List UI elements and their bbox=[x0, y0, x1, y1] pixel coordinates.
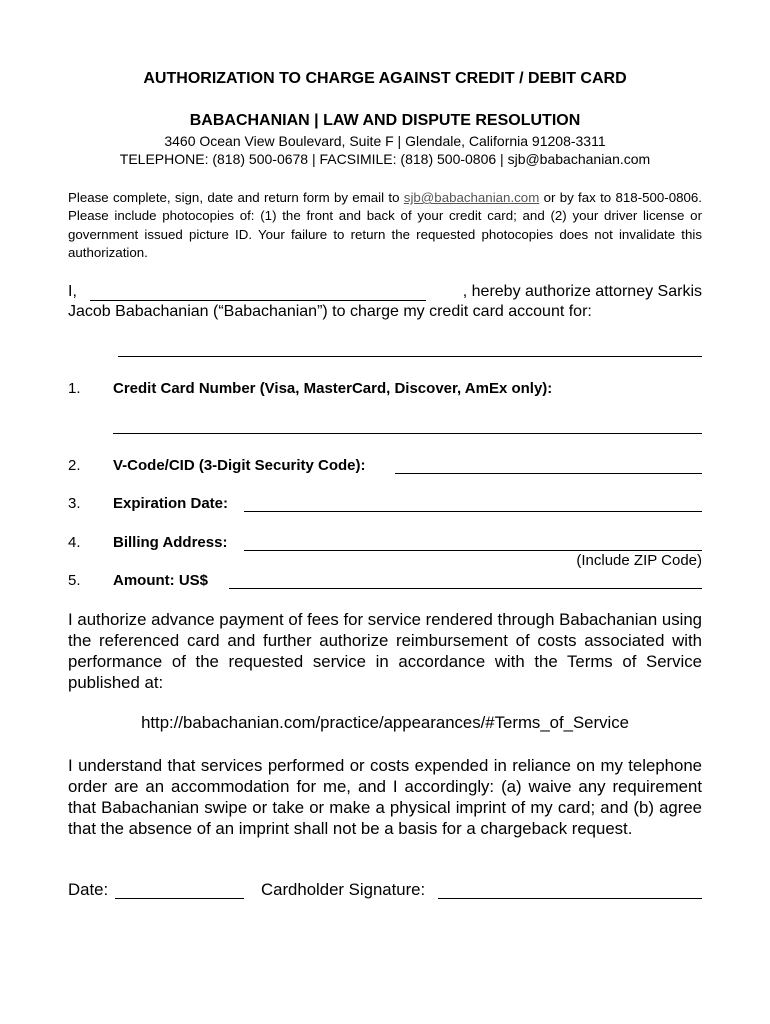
billing-address-label: Billing Address: bbox=[113, 534, 228, 551]
name-field-line[interactable] bbox=[90, 300, 426, 301]
date-label: Date: bbox=[68, 880, 109, 899]
form-title: AUTHORIZATION TO CHARGE AGAINST CREDIT / DEBIT CARD bbox=[143, 70, 627, 87]
amount-line[interactable] bbox=[229, 588, 702, 589]
instructions-text-start: Please complete, sign, date and return form by email to bbox=[68, 190, 404, 205]
field-number-5: 5. bbox=[68, 572, 81, 589]
field-number-3: 3. bbox=[68, 495, 81, 512]
security-code-label: V-Code/CID (3-Digit Security Code): bbox=[113, 457, 366, 474]
auth-prefix: I, bbox=[68, 283, 77, 300]
advance-payment-paragraph: I authorize advance payment of fees for service rendered through Babachanian using the referenced card and further authorize reimbursement of costs associated with performance of the requested service in accordance with the Terms of Service published at: bbox=[68, 610, 702, 692]
auth-line-2: Jacob Babachanian (“Babachanian”) to charge my credit card account for: bbox=[68, 303, 592, 320]
firm-name: BABACHANIAN | LAW AND DISPUTE RESOLUTION bbox=[189, 112, 581, 129]
firm-address: 3460 Ocean View Boulevard, Suite F | Glendale, California 91208-3311 bbox=[164, 133, 606, 149]
instructions-text-end: or by fax to 818-500-0806. Please include photocopies of: (1) the front and back of your credit card; and (2) your driver license or government issued picture ID. Your failure to return the requested photocopies does not invalidate this authorization. bbox=[68, 190, 703, 260]
zip-code-note: (Include ZIP Code) bbox=[576, 552, 702, 569]
expiration-date-label: Expiration Date: bbox=[113, 495, 229, 512]
expiration-date-line[interactable] bbox=[244, 511, 702, 512]
signature-label: Cardholder Signature: bbox=[261, 880, 426, 899]
signature-line[interactable] bbox=[438, 898, 702, 899]
field-number-2: 2. bbox=[68, 457, 81, 474]
charge-description-line[interactable] bbox=[118, 356, 702, 357]
firm-contact: TELEPHONE: (818) 500-0678 | FACSIMILE: (818) 500-0806 | sjb@babachanian.com bbox=[119, 151, 651, 167]
amount-label: Amount: US$ bbox=[113, 572, 208, 589]
terms-url: http://babachanian.com/practice/appearances/#Terms_of_Service bbox=[141, 713, 629, 732]
billing-address-line[interactable] bbox=[244, 550, 702, 551]
instructions-paragraph bbox=[68, 189, 702, 262]
card-number-line[interactable] bbox=[113, 433, 702, 434]
field-number-4: 4. bbox=[68, 534, 81, 551]
card-number-label: Credit Card Number (Visa, MasterCard, Discover, AmEx only): bbox=[113, 380, 553, 397]
email-link[interactable]: sjb@babachanian.com bbox=[403, 190, 540, 205]
field-number-1: 1. bbox=[68, 380, 81, 397]
date-line[interactable] bbox=[115, 898, 244, 899]
security-code-line[interactable] bbox=[395, 473, 702, 474]
auth-suffix: , hereby authorize attorney Sarkis bbox=[462, 283, 702, 300]
understanding-paragraph: I understand that services performed or costs expended in reliance on my telephone order are an accommodation for me, and I accordingly: (a) waive any requirement that Babachanian swipe or take or make a physical imprint of my card; and (b) agree that the absence of an imprint shall not be a basis for a chargeback request. bbox=[68, 756, 702, 838]
